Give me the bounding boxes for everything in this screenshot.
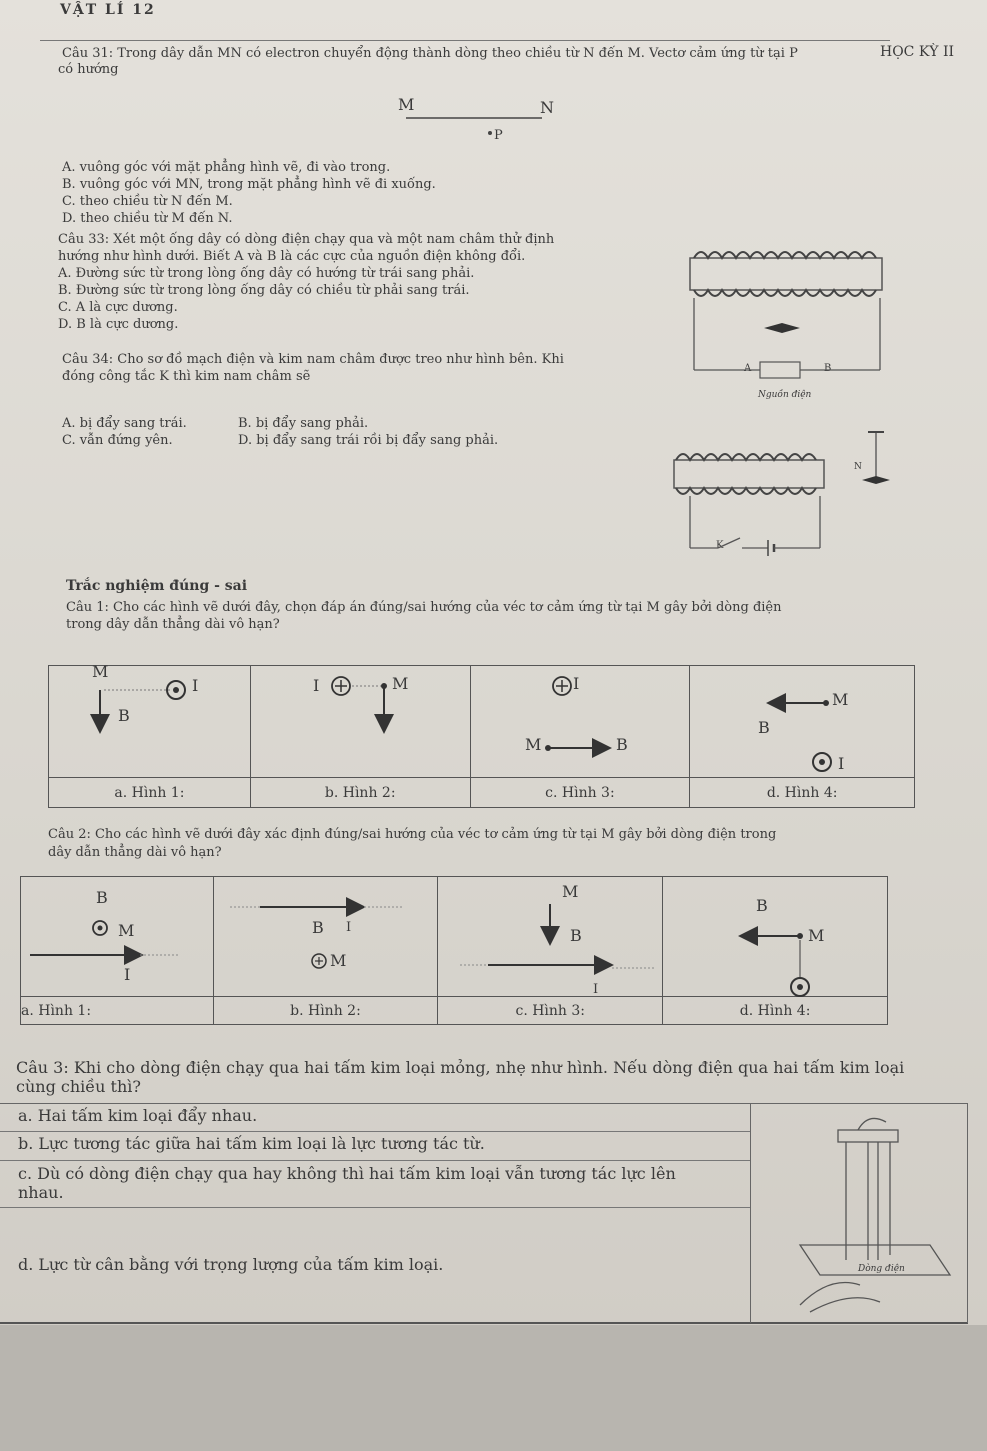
q33-label-b: B [824, 363, 832, 374]
subject-title: VẬT LÍ 12 [60, 2, 156, 18]
q2f3-label-m: M [562, 882, 579, 901]
q33-option-a: A. Đường sức từ trong lòng ống dây có hướng từ trái sang phải. [58, 266, 475, 281]
q1-caption-1: a. Hình 1: [49, 778, 251, 808]
q1-fig1-diagram [100, 681, 185, 730]
q1f3-label-i: I [573, 674, 580, 693]
q2-caption-4: d. Hình 4: [663, 997, 888, 1025]
q2-fig3-diagram [460, 904, 656, 968]
q34-option-b: B. bị đẩy sang phải. [238, 416, 369, 431]
q1f4-label-b: B [758, 718, 770, 737]
q31-stem-cont: có hướng [58, 62, 119, 77]
q34-option-d: D. bị đẩy sang trái rồi bị đẩy sang phải. [238, 433, 499, 448]
q31-wire-diagram [406, 118, 542, 135]
q1f2-label-i: I [313, 676, 320, 695]
term-label: HỌC KỲ II [880, 44, 955, 60]
q3-option-c-cont: nhau. [18, 1183, 64, 1202]
q3-apparatus-diagram [800, 1118, 950, 1312]
q31-label-p: P [494, 128, 503, 143]
q33-stem-cont: hướng như hình dưới. Biết A và B là các cực của nguồn điện không đổi. [58, 249, 526, 264]
q33-option-b: B. Đường sức từ trong lòng ống dây có chiều từ phải sang trái. [58, 283, 470, 298]
q31-stem: Câu 31: Trong dây dẫn MN có electron chuyển động thành dòng theo chiều từ N đến M. Vectơ cảm ứng từ tại P [62, 46, 798, 61]
q2f4-label-b: B [756, 896, 768, 915]
q2-caption-3: c. Hình 3: [438, 997, 663, 1025]
q1f4-label-i: I [838, 754, 845, 773]
q1-caption-3: c. Hình 3: [470, 778, 690, 808]
q34-option-c: C. vẫn đứng yên. [62, 433, 173, 448]
q3-option-a: a. Hai tấm kim loại đẩy nhau. [18, 1106, 258, 1125]
q34-circuit-diagram [674, 432, 890, 556]
q2f2-label-m: M [330, 951, 347, 970]
desk-background [0, 1325, 987, 1451]
q2f2-label-b: B [312, 918, 324, 937]
q31-option-c: C. theo chiều từ N đến M. [62, 194, 233, 209]
q33-option-c: C. A là cực dương. [58, 300, 178, 315]
tf-q2-stem: Câu 2: Cho các hình vẽ dưới đây xác định đúng/sai hướng của véc tơ cảm ứng từ tại M gây bởi dòng điện trong [48, 827, 777, 842]
q2f2-label-i: I [346, 920, 352, 935]
tf-q1-stem-cont: trong dây dẫn thẳng dài vô hạn? [66, 617, 280, 632]
q33-source-label: Nguồn điện [758, 390, 812, 400]
q31-label-m: M [398, 95, 415, 114]
q34-label-n: N [854, 462, 862, 472]
q31-label-n: N [540, 98, 554, 117]
q31-option-a: A. vuông góc với mặt phẳng hình vẽ, đi vào trong. [62, 160, 391, 175]
q3-stem: Câu 3: Khi cho dòng điện chạy qua hai tấm kim loại mỏng, nhẹ như hình. Nếu dòng điện qua hai tấm kim loại [16, 1058, 905, 1077]
q33-solenoid-diagram [690, 252, 882, 378]
q34-stem-cont: đóng công tắc K thì kim nam châm sẽ [62, 369, 311, 384]
q31-option-b: B. vuông góc với MN, trong mặt phẳng hình vẽ đi xuống. [62, 177, 436, 192]
q3-option-d: d. Lực từ cân bằng với trọng lượng của tấm kim loại. [18, 1255, 444, 1274]
q1f3-label-m: M [525, 735, 542, 754]
q1f3-label-b: B [616, 735, 628, 754]
q2-caption-2: b. Hình 2: [213, 997, 438, 1025]
q2-fig2-diagram [230, 907, 402, 968]
q1f1-label-b: B [118, 706, 130, 725]
q1-caption-2: b. Hình 2: [250, 778, 470, 808]
tf-q2-stem-cont: dây dẫn thẳng dài vô hạn? [48, 845, 222, 860]
q1f1-label-i: I [192, 676, 199, 695]
q31-option-d: D. theo chiều từ M đến N. [62, 211, 233, 226]
q1-caption-4: d. Hình 4: [690, 778, 915, 808]
q2f3-label-b: B [570, 926, 582, 945]
q2-fig4-diagram [742, 933, 809, 996]
q3-option-c: c. Dù có dòng điện chạy qua hay không thì hai tấm kim loại vẫn tương tác lực lên [18, 1164, 676, 1183]
q1-fig3-diagram [545, 677, 608, 751]
q33-label-a: A [744, 363, 752, 374]
q2f1-label-i: I [124, 965, 131, 984]
q2f3-label-i: I [593, 982, 599, 997]
q34-label-k: K [716, 540, 724, 551]
q1-fig4-diagram [770, 700, 831, 771]
q2-fig1-diagram [30, 921, 180, 955]
q34-option-a: A. bị đẩy sang trái. [62, 416, 187, 431]
q1-fig2-diagram [332, 677, 387, 730]
q2-caption-1: a. Hình 1: [21, 997, 214, 1025]
q1f1-label-m: M [92, 662, 109, 681]
q2f4-label-m: M [808, 926, 825, 945]
q1f4-label-m: M [832, 690, 849, 709]
tf-q1-stem: Câu 1: Cho các hình vẽ dưới đây, chọn đáp án đúng/sai hướng của véc tơ cảm ứng từ tại M gây bởi dòng điện [66, 600, 782, 615]
q2f1-label-b: B [96, 888, 108, 907]
q1f2-label-m: M [392, 674, 409, 693]
q33-option-d: D. B là cực dương. [58, 317, 179, 332]
q2f1-label-m: M [118, 921, 135, 940]
q3-stem-cont: cùng chiều thì? [16, 1077, 141, 1096]
q3-option-b: b. Lực tương tác giữa hai tấm kim loại là lực tương tác từ. [18, 1134, 485, 1153]
q3-fig-label: Dòng điện [858, 1264, 905, 1274]
q33-stem: Câu 33: Xét một ống dây có dòng điện chạy qua và một nam châm thử định [58, 232, 555, 247]
section-title: Trắc nghiệm đúng - sai [66, 578, 248, 594]
q34-stem: Câu 34: Cho sơ đồ mạch điện và kim nam châm được treo như hình bên. Khi [62, 352, 564, 367]
